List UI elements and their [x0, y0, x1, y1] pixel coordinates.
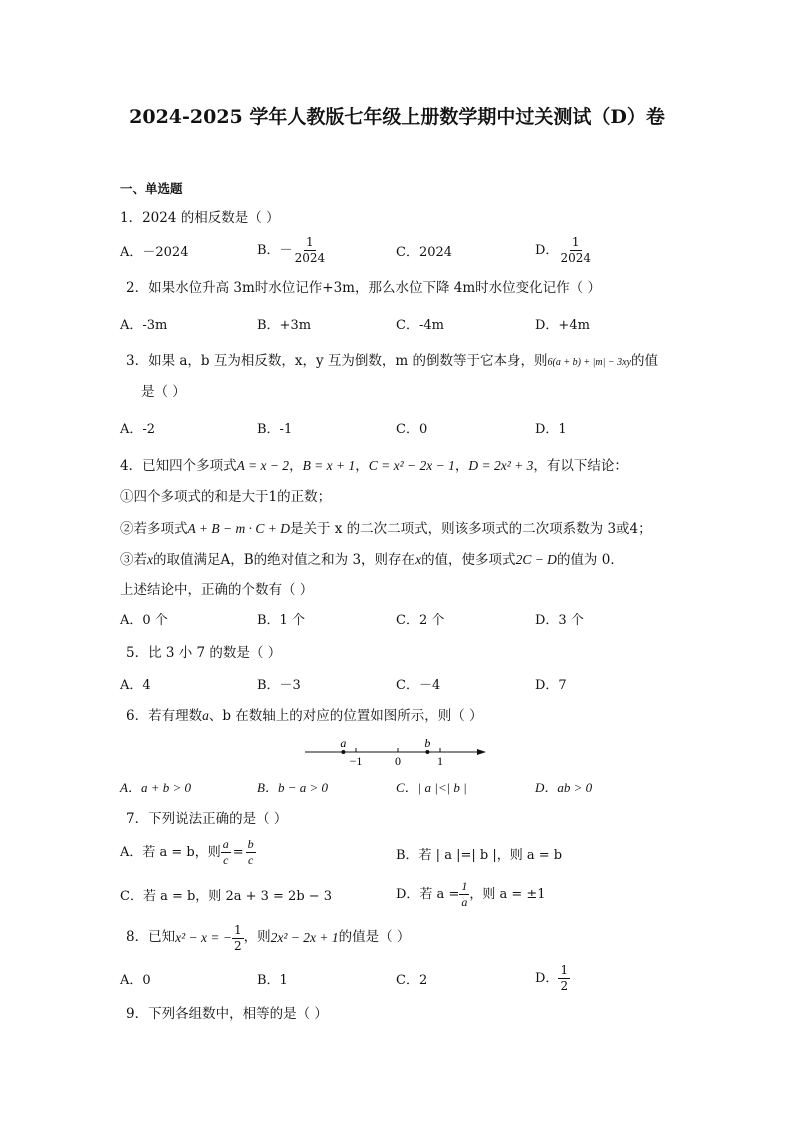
question-6-stem — [126, 709, 483, 724]
numerator: 1 — [571, 235, 580, 249]
denominator: a — [461, 894, 468, 909]
denominator: 2024 — [294, 250, 326, 265]
label-a: a — [340, 736, 347, 750]
q8-stem-end: 的值是（ ） — [338, 929, 411, 946]
q4-c3-x: x — [147, 552, 153, 567]
denominator: c — [223, 852, 229, 867]
q6-var-a: a — [202, 708, 209, 723]
q4-option-b[interactable]: B．1 个 — [257, 613, 305, 628]
q1-option-d-label: D． — [535, 242, 559, 258]
q3-option-a[interactable]: A．-2 — [120, 422, 156, 437]
q2-option-a[interactable]: A．-3m — [120, 318, 168, 333]
q8-option-d-label: D． — [535, 970, 559, 986]
q4-poly-c: C = x² − 2x − 1 — [368, 458, 455, 473]
q4-c2-pre: ②若多项式 — [120, 521, 188, 537]
q8-stem-mid: ，则 — [243, 929, 271, 946]
q4-c3-post: 的值为 0． — [556, 552, 624, 568]
q4-c3-mid: 的取值满足A，B的绝对值之和为 3，则存在 — [153, 552, 416, 568]
q4-stem-end: ，有以下结论： — [533, 458, 628, 474]
q7-option-d-pre: D．若 a = — [396, 886, 460, 902]
q2-option-c[interactable]: C．-4m — [396, 318, 444, 333]
number-line — [300, 734, 490, 768]
q6-option-d[interactable]: D．ab > 0 — [535, 780, 593, 795]
numerator: a — [222, 837, 229, 851]
point-a — [341, 750, 345, 754]
q4-poly-a: A = x − 2 — [236, 458, 290, 473]
q8-stem-pre: 8．已知 — [126, 929, 176, 946]
q1-option-d[interactable] — [535, 236, 593, 264]
q4-c2-post: 是关于 x 的二次二项式，则该多项式的二次项系数为 3或4； — [289, 521, 652, 537]
q6-stem-mid: 、b 在数轴上的对应的位置如图所示，则（ ） — [208, 708, 483, 724]
section-heading: 一、单选题 — [120, 181, 183, 196]
q4-option-c[interactable]: C．2 个 — [396, 613, 445, 628]
q7-option-d-post: ，则 a = ±1 — [469, 886, 546, 902]
q8-option-c[interactable]: C．2 — [396, 973, 428, 988]
equals-sign: = — [232, 844, 244, 860]
numerator: 1 — [306, 235, 314, 249]
fraction — [558, 964, 570, 992]
tick-label-minus-1: −1 — [349, 754, 363, 768]
q5-option-d[interactable]: D．7 — [535, 678, 567, 693]
q3-option-d[interactable]: D．1 — [535, 422, 567, 437]
q7-option-d[interactable] — [396, 880, 546, 908]
q7-option-c[interactable]: C．若 a = b，则 2a + 3 = 2b − 3 — [120, 889, 333, 904]
q4-c3-x2: x — [415, 552, 422, 567]
q5-option-c[interactable]: C．－4 — [396, 678, 441, 693]
q1-option-b-label: B．－ — [257, 242, 293, 258]
q6-option-b[interactable]: B．b − a > 0 — [257, 780, 328, 795]
denominator: 2 — [560, 978, 569, 993]
tick-label-1: 1 — [437, 754, 443, 768]
q8-option-a[interactable]: A．0 — [120, 973, 151, 988]
fraction — [293, 236, 328, 264]
q3-expression: 6(a + b) + |m| − 3xy — [547, 357, 632, 368]
fraction — [459, 880, 469, 908]
q4-option-d[interactable]: D．3 个 — [535, 613, 584, 628]
question-7-stem: 7．下列说法正确的是（ ） — [126, 811, 288, 827]
label-b: b — [424, 736, 431, 750]
question-5-stem: 5．比 3 小 7 的数是（ ） — [126, 645, 282, 661]
arrow-right-icon — [477, 749, 486, 755]
numerator: 1 — [461, 879, 468, 893]
question-4-stem: 4．已知四个多项式A = x − 2，B = x + 1，C = x² − 2x − 1，D = 2x² + 3，有以下结论： — [120, 458, 628, 474]
q7-option-a-text: A．若 a = b，则 — [120, 844, 221, 860]
q6-option-c[interactable]: C．| a |<| b | — [396, 780, 467, 795]
question-1-stem: 1．2024 的相反数是（ ） — [120, 210, 280, 226]
question-2-stem: 2．如果水位升高 3m时水位记作+3m，那么水位下降 4m时水位变化记作（ ） — [126, 280, 601, 296]
q4-conclusion-2 — [120, 522, 652, 537]
q8-option-d[interactable] — [535, 964, 570, 992]
q4-option-a[interactable]: A．0 个 — [120, 613, 168, 628]
q4-conclusion-3 — [120, 553, 624, 568]
q4-c2-expression: A + B − m · C + D — [187, 521, 290, 536]
q4-c3-expression: 2C − D — [515, 552, 557, 567]
fraction — [221, 838, 231, 866]
q4-conclusion-1: ①四个多项式的和是大于1的正数； — [120, 489, 332, 505]
fraction — [246, 838, 256, 866]
q4-poly-b: B = x + 1 — [302, 458, 356, 473]
numerator: 1 — [233, 923, 242, 937]
q3-option-b[interactable]: B．-1 — [257, 422, 293, 437]
denominator: 2024 — [560, 250, 591, 265]
q6-option-a[interactable]: A．a + b > 0 — [120, 780, 191, 795]
tick-label-0: 0 — [395, 754, 401, 768]
q1-option-b[interactable] — [257, 236, 327, 264]
fraction — [232, 924, 244, 952]
q8-expression-2: 2x² − 2x + 1 — [270, 930, 339, 946]
q5-option-b[interactable]: B．－3 — [257, 678, 301, 693]
numerator: b — [247, 837, 254, 851]
fraction — [558, 236, 593, 264]
q4-c3-pre: ③若 — [120, 552, 147, 568]
q6-stem-pre: 6．若有理数 — [126, 708, 203, 724]
q4-stem-text: 4．已知四个多项式 — [120, 458, 237, 474]
q7-option-b[interactable]: B．若 | a |=| b |，则 a = b — [396, 848, 563, 863]
q7-option-a[interactable] — [120, 838, 256, 866]
q3-stem-end: 的值 — [631, 353, 659, 369]
q1-option-c[interactable]: C．2024 — [396, 245, 453, 260]
q8-option-b[interactable]: B．1 — [257, 973, 288, 988]
q8-expression: x² − x = − — [175, 930, 232, 946]
question-9-stem: 9．下列各组数中，相等的是（ ） — [126, 1006, 328, 1022]
denominator: c — [248, 852, 254, 867]
question-3-stem-cont: 是（ ） — [141, 384, 186, 400]
q4-poly-d: D = 2x² + 3 — [468, 458, 534, 473]
page-title: 2024-2025 学年人教版七年级上册数学期中过关测试（D）卷 — [129, 106, 665, 128]
q4-conclusion-4: 上述结论中，正确的个数有（ ） — [120, 582, 314, 598]
question-3-stem — [126, 355, 658, 369]
denominator: 2 — [233, 938, 242, 953]
q4-c3-mid2: 的值，使多项式 — [421, 552, 516, 568]
question-8-stem — [126, 924, 410, 952]
numerator: 1 — [560, 963, 569, 977]
q2-option-d[interactable]: D．+4m — [535, 318, 590, 333]
q5-option-a[interactable]: A．4 — [120, 678, 151, 693]
q2-option-b[interactable]: B．+3m — [257, 318, 312, 333]
q3-stem-text: 3．如果 a，b 互为相反数，x，y 互为倒数，m 的倒数等于它本身，则 — [126, 353, 548, 369]
point-b — [425, 750, 429, 754]
q1-option-a[interactable]: A．－2024 — [120, 245, 189, 260]
q3-option-c[interactable]: C．0 — [396, 422, 428, 437]
